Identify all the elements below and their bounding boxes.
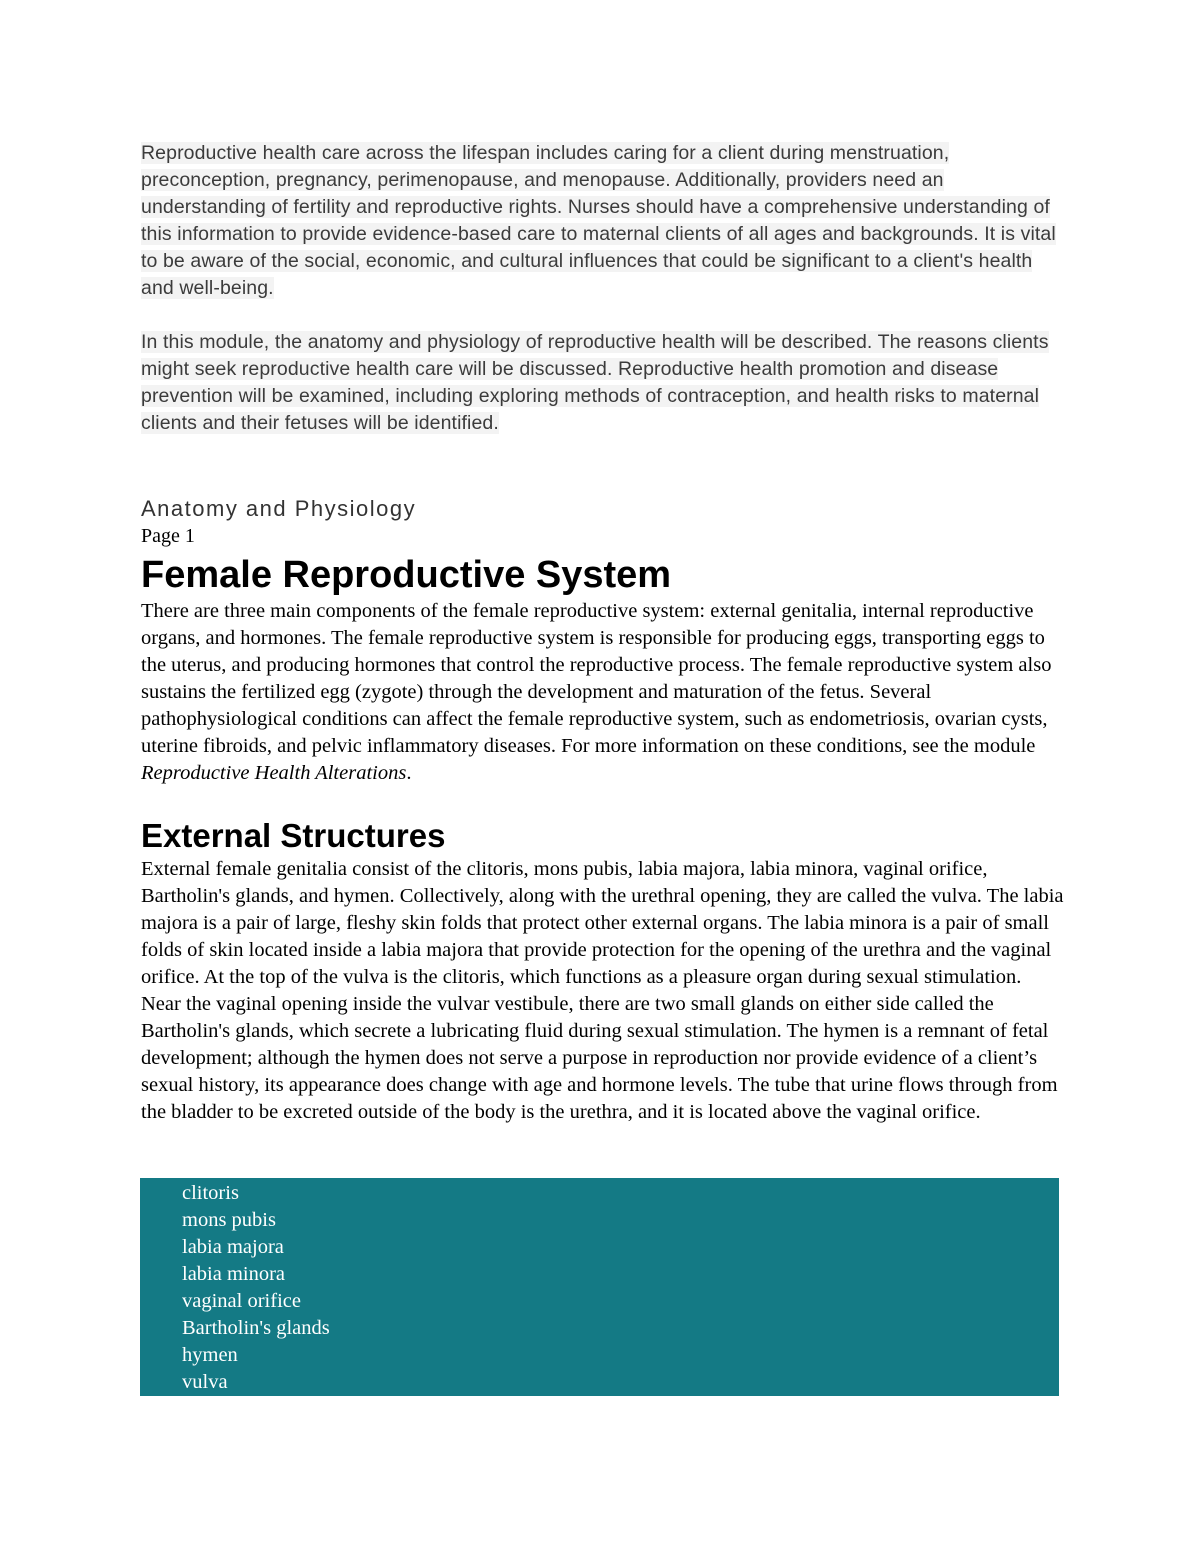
- term-item[interactable]: vaginal orifice: [182, 1290, 301, 1312]
- term-item[interactable]: labia minora: [182, 1263, 286, 1285]
- intro-paragraph-2: [141, 329, 1059, 437]
- document-page: [141, 140, 1064, 1393]
- external-structures-paragraph: External female genitalia consist of the clitoris, mons pubis, labia majora, labia minora, vaginal orifice, Bartholin's glands, and hymen. Collectively, along with the urethral opening, they are called the vulva. The labia majora is a pair of large, fleshy skin folds that protect other external organs. The labia minora is a pair of small folds of skin located inside a labia majora that provide protection for the opening of the urethra and the vaginal orifice. At the top of the vulva is the clitoris, which functions as a pleasure organ during sexual stimulation. Near the vaginal opening inside the vulvar vestibule, there are two small glands on either side called the Bartholin's glands, which secrete a lubricating fluid during sexual stimulation. The hymen is a remnant of fetal development; although the hymen does not serve a purpose in reproduction nor provide evidence of a client’s sexual history, its appearance does change with age and hormone levels. The tube that urine flows through from the bladder to be excreted outside of the body is the urethra, and it is located above the vaginal orifice.: [141, 858, 1064, 1123]
- female-system-end: .: [406, 762, 412, 784]
- page-number-label: Page 1: [141, 525, 195, 547]
- term-item[interactable]: mons pubis: [182, 1209, 276, 1231]
- module-reference-link: Reproductive Health Alterations: [141, 762, 407, 784]
- external-structures-heading: External Structures: [141, 817, 446, 854]
- female-system-text: There are three main components of the female reproductive system: external genitalia, internal reproductive organs, and hormones. The female reproductive system is responsible for producing eggs, transporting eggs to the uterus, and producing hormones that control the reproductive process. The female reproductive system also sustains the fertilized egg (zygote) through the development and maturation of the fetus. Several pathophysiological conditions can affect the female reproductive system, such as endometriosis, ovarian cysts, uterine fibroids, and pelvic inflammatory diseases. For more information on these conditions, see the module: [141, 600, 1052, 757]
- term-item[interactable]: vulva: [182, 1371, 228, 1393]
- term-item[interactable]: hymen: [182, 1344, 238, 1366]
- intro-paragraph-1-text: Reproductive health care across the lifespan includes caring for a client during menstruation, preconception, pregnancy, perimenopause, and menopause. Additionally, providers need an understanding of fertility and reproductive rights. Nurses should have a comprehensive understanding of this information to provide evidence-based care to maternal clients of all ages and backgrounds. It is vital to be aware of the social, economic, and cultural influences that could be significant to a client's health and well-being.: [141, 142, 1056, 299]
- intro-paragraph-1: [141, 140, 1059, 302]
- section-label: Anatomy and Physiology: [141, 496, 417, 521]
- term-item[interactable]: clitoris: [182, 1182, 239, 1204]
- term-list: [140, 1178, 1059, 1396]
- female-system-heading: Female Reproductive System: [141, 554, 672, 596]
- female-system-paragraph: [141, 598, 1066, 787]
- term-item[interactable]: labia majora: [182, 1236, 284, 1258]
- term-item[interactable]: Bartholin's glands: [182, 1317, 330, 1339]
- intro-paragraph-2-text: In this module, the anatomy and physiology of reproductive health will be described. The reasons clients might seek reproductive health care will be discussed. Reproductive health promotion and disease prevention will be examined, including exploring methods of contraception, and health risks to maternal clients and their fetuses will be identified.: [141, 331, 1049, 434]
